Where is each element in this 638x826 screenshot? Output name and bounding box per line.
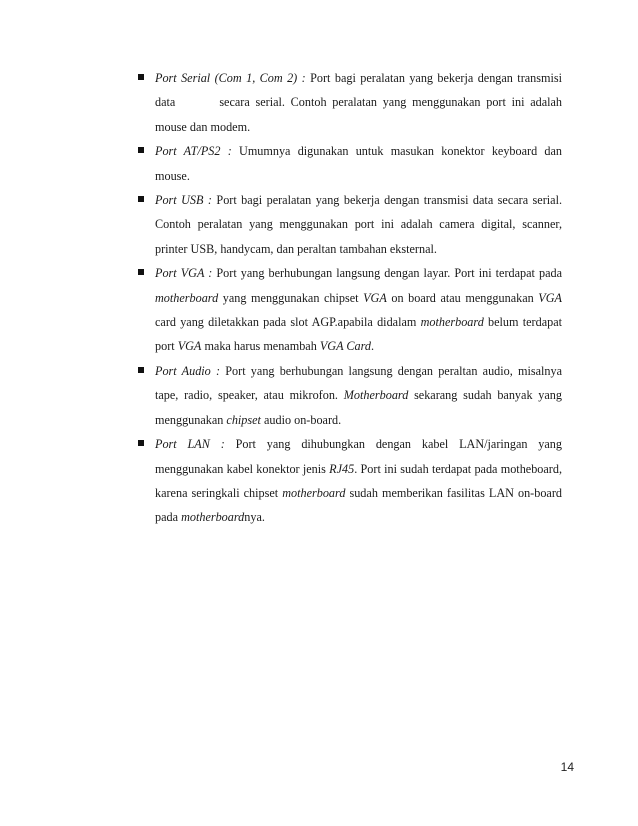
item-text: secara serial. Contoh peralatan yang menggunakan port ini adalah mouse dan modem. <box>155 95 562 134</box>
list-item-port-at-ps2 <box>138 139 562 188</box>
emphasis-text: RJ45 <box>329 461 355 476</box>
emphasis-text: motherboard <box>282 485 346 500</box>
term-port-lan: Port LAN : <box>155 437 225 452</box>
term-port-serial: Port Serial (Com 1, Com 2) : <box>155 71 306 85</box>
emphasis-text: VGA Card <box>319 339 371 354</box>
list-item-port-vga <box>138 261 562 359</box>
item-text: card yang diletakkan pada slot AGP.apabila didalam <box>155 315 421 330</box>
item-text: Port bagi peralatan yang bekerja dengan transmisi data secara serial. Contoh peralatan yang menggunakan port ini adalah camera digital, scanner, printer USB, handycam, dan peraltan tambahan eksternal. <box>155 193 562 256</box>
emphasis-text: motherboard <box>420 315 484 330</box>
item-text: . <box>370 339 375 354</box>
emphasis-text: VGA <box>363 290 387 305</box>
term-port-usb: Port USB : <box>155 193 212 208</box>
term-port-audio: Port Audio : <box>155 363 221 378</box>
item-text: belum terdapat port <box>155 315 562 354</box>
square-bullet-icon <box>138 269 144 275</box>
list-item-port-serial <box>138 66 562 139</box>
square-bullet-icon <box>138 367 144 373</box>
emphasis-text: motherboard <box>181 510 245 525</box>
item-text: . Port ini sudah terdapat pada motheboard, karena seringkali chipset <box>155 461 562 500</box>
square-bullet-icon <box>138 196 144 202</box>
item-text: nya. <box>244 510 265 525</box>
emphasis-text: motherboard <box>155 290 219 305</box>
item-text: sudah memberikan fasilitas LAN on-board pada <box>155 485 562 525</box>
list-item-port-lan <box>138 432 562 530</box>
term-port-at-ps2: Port AT/PS2 : <box>155 144 232 159</box>
item-text: Port yang berhubungan langsung dengan peraltan audio, misalnya tape, radio, speaker, atau mikrofon. <box>155 363 562 403</box>
item-text: on board atau menggunakan <box>386 290 539 305</box>
port-bullet-list <box>138 66 562 530</box>
square-bullet-icon <box>138 440 144 446</box>
square-bullet-icon <box>138 74 144 80</box>
square-bullet-icon <box>138 147 144 153</box>
emphasis-text: Motherboard <box>343 388 409 403</box>
item-text: maka harus menambah <box>201 339 320 354</box>
item-text: Port yang dihubungkan dengan kabel LAN/jaringan yang menggunakan kabel konektor jenis <box>155 437 562 476</box>
emphasis-text: VGA <box>177 339 202 354</box>
item-text: yang menggunakan chipset <box>218 290 364 305</box>
item-text: Umumnya digunakan untuk masukan konektor keyboard dan mouse. <box>155 144 563 183</box>
item-text: sekarang sudah banyak yang menggunakan <box>155 388 562 427</box>
list-item-port-audio <box>138 359 562 432</box>
item-text: Port bagi peralatan yang bekerja dengan transmisi data <box>155 71 562 110</box>
emphasis-text: VGA <box>538 290 562 305</box>
list-item-port-usb <box>138 188 562 261</box>
item-text: Port yang berhubungan langsung dengan layar. Port ini terdapat pada <box>212 266 562 281</box>
emphasis-text: chipset <box>226 412 261 427</box>
page-number: 14 <box>560 760 574 774</box>
item-text: audio on-board. <box>260 412 342 427</box>
term-port-vga: Port VGA : <box>155 266 213 281</box>
